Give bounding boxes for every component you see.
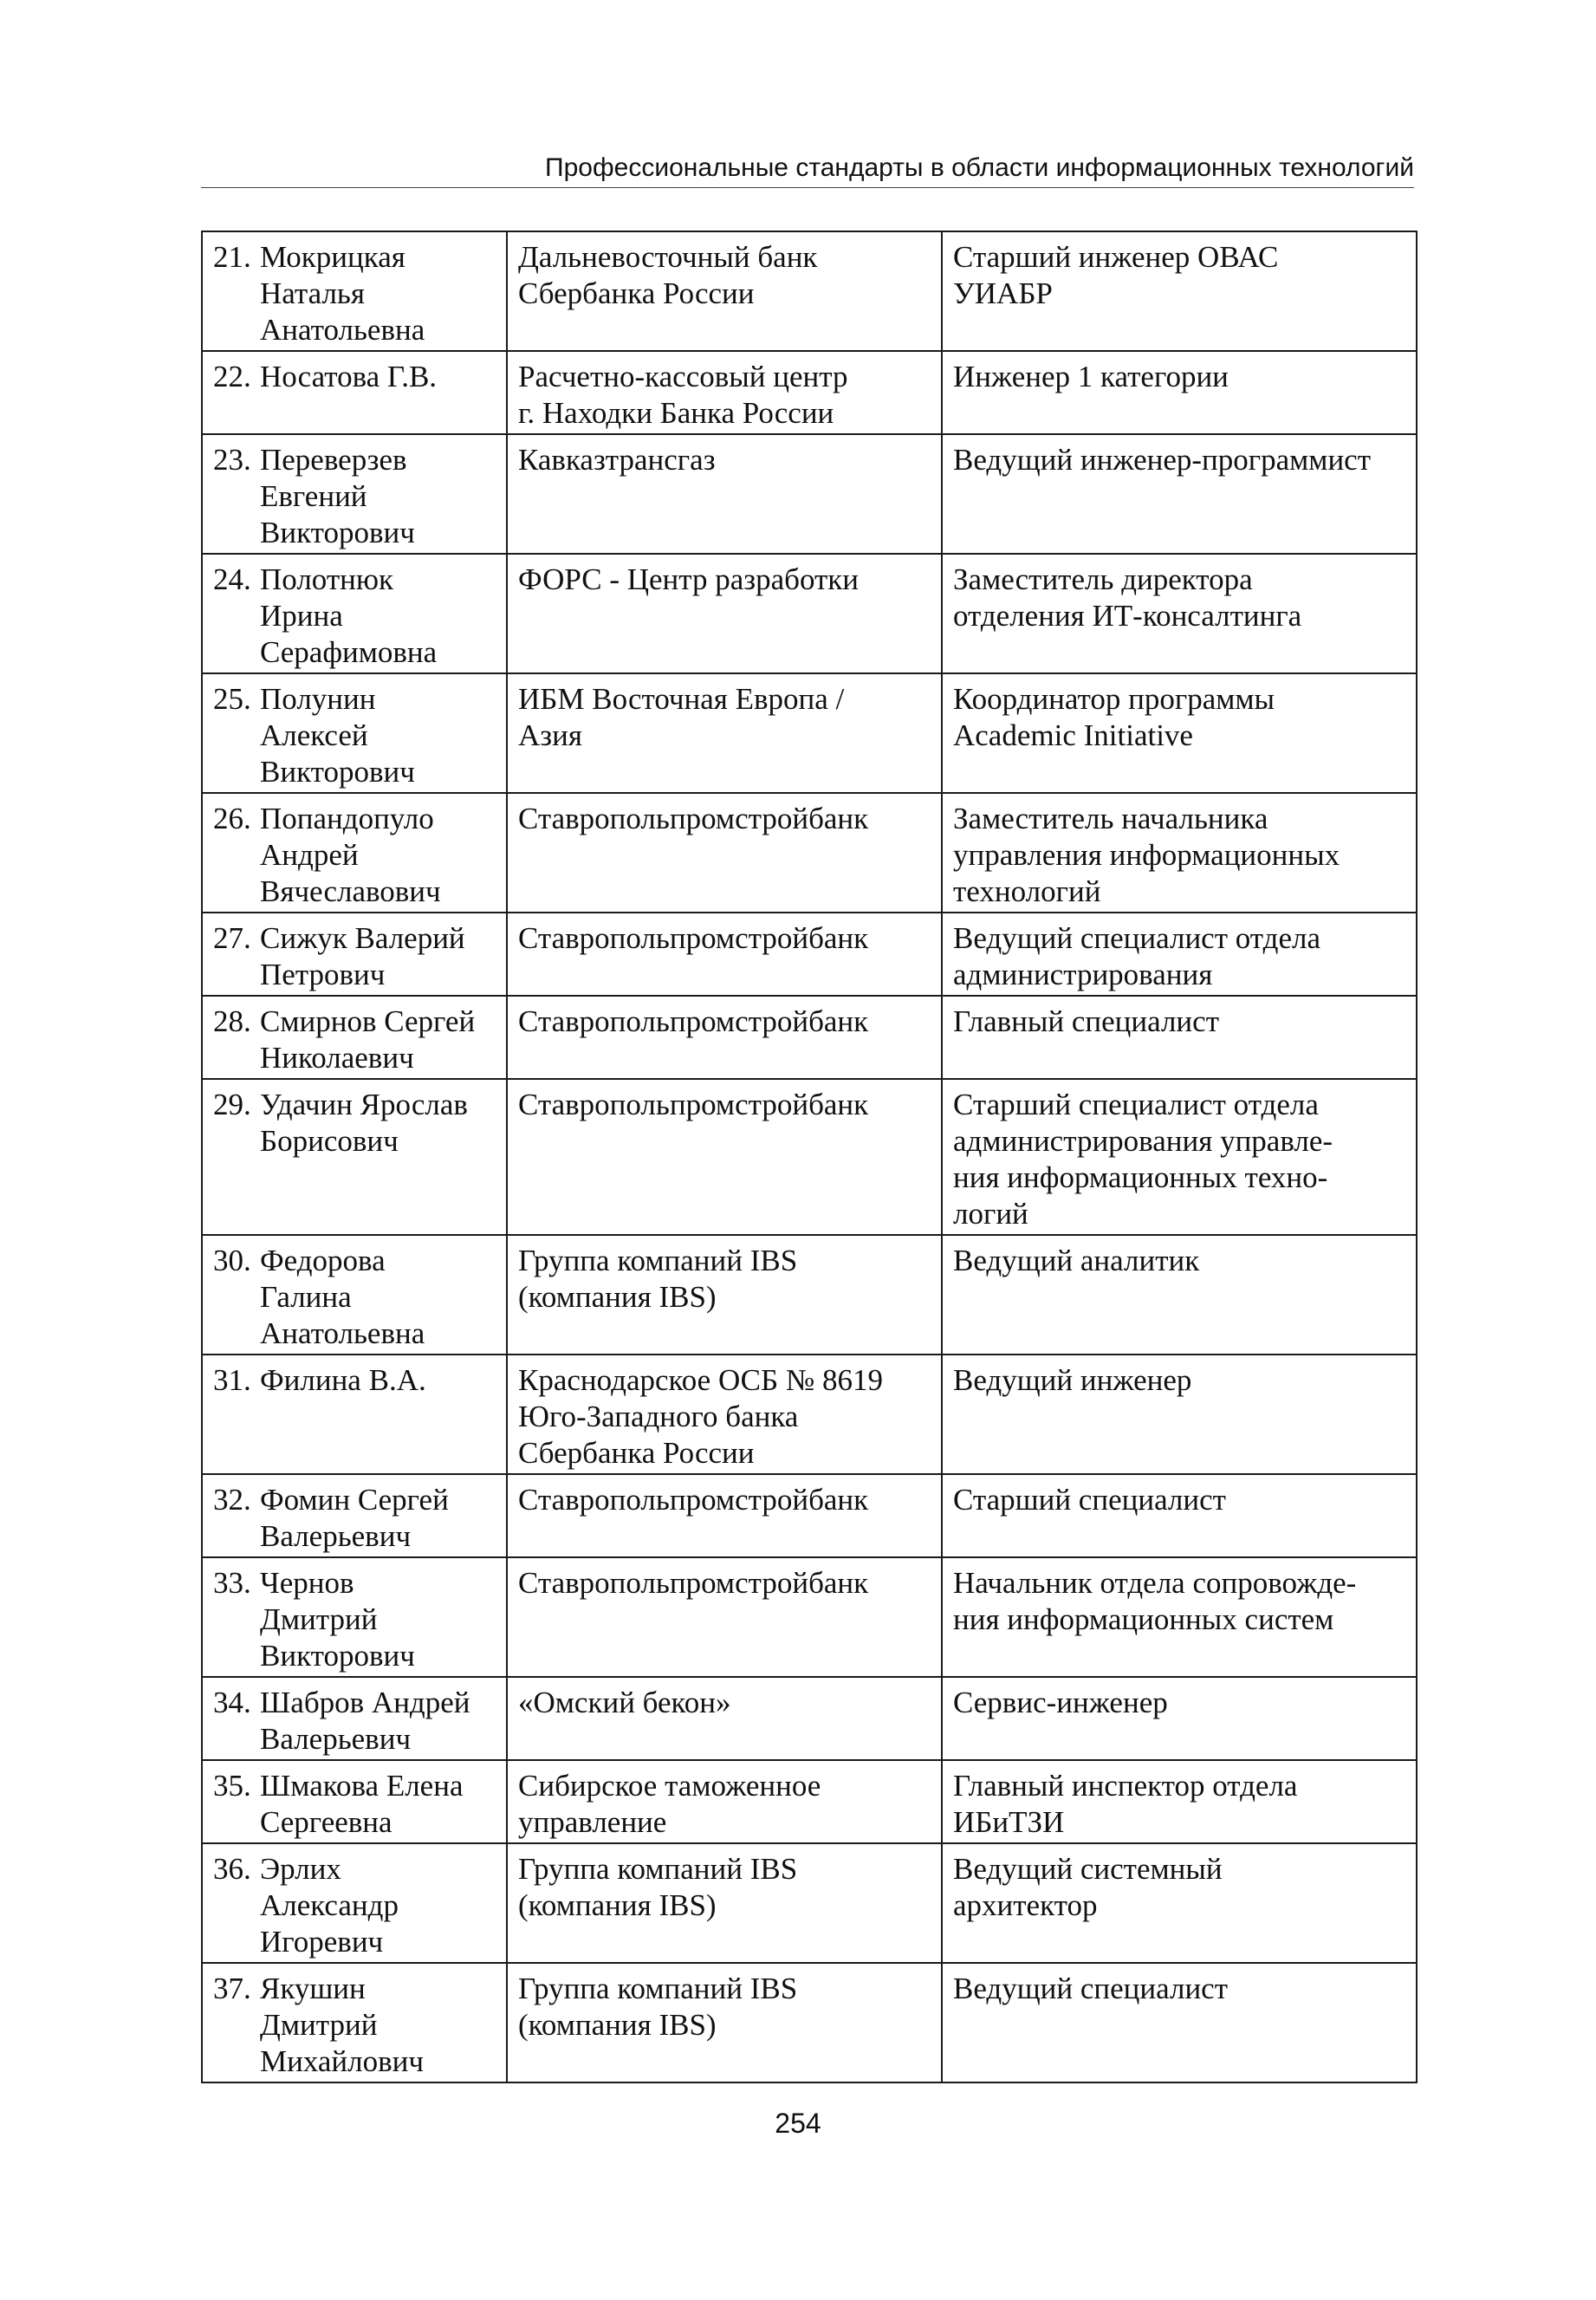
- row-number: 32.: [213, 1483, 251, 1517]
- row-number: 29.: [213, 1088, 251, 1121]
- organization-cell: [507, 1235, 942, 1355]
- person-name: Якушин Дмитрий Михайлович: [260, 1972, 424, 2078]
- row-number: 25.: [213, 682, 251, 716]
- organization: ИБМ Восточная Европа / Азия: [518, 682, 845, 752]
- table-row: [202, 1963, 1417, 2082]
- name-cell: [202, 1760, 507, 1843]
- name-cell: [202, 996, 507, 1079]
- person-name: Чернов Дмитрий Викторович: [260, 1566, 415, 1673]
- organization: ФОРС - Центр разработки: [518, 562, 860, 596]
- name-cell: [202, 1079, 507, 1235]
- table-row: [202, 351, 1417, 434]
- organization: Группа компаний IBS (компания IBS): [518, 1852, 798, 1922]
- table-row: [202, 1079, 1417, 1235]
- table-row: [202, 434, 1417, 554]
- organization-cell: [507, 554, 942, 673]
- name-cell: [202, 351, 507, 434]
- organization: Ставропольпромстройбанк: [518, 1088, 869, 1121]
- job-position: Заместитель директора отделения ИТ-консалтинга: [953, 562, 1302, 633]
- job-position: Ведущий специалист отдела администрирования: [953, 921, 1320, 991]
- person-name: Переверзев Евгений Викторович: [260, 443, 415, 549]
- job-position: Начальник отдела сопровожде- ния информационных систем: [953, 1566, 1357, 1636]
- table-row: [202, 1557, 1417, 1677]
- position-cell: [942, 351, 1417, 434]
- organization-cell: [507, 1079, 942, 1235]
- organization: Ставропольпромстройбанк: [518, 1483, 869, 1517]
- position-cell: [942, 1677, 1417, 1760]
- organization: Ставропольпромстройбанк: [518, 802, 869, 835]
- name-cell: [202, 554, 507, 673]
- row-number: 23.: [213, 443, 251, 477]
- row-number: 28.: [213, 1004, 251, 1038]
- position-cell: [942, 913, 1417, 996]
- position-cell: [942, 793, 1417, 913]
- table-row: [202, 673, 1417, 793]
- position-cell: [942, 996, 1417, 1079]
- organization: Группа компаний IBS (компания IBS): [518, 1244, 798, 1314]
- organization-cell: [507, 1963, 942, 2082]
- organization-cell: [507, 1355, 942, 1474]
- job-position: Сервис-инженер: [953, 1686, 1168, 1719]
- organization-cell: [507, 434, 942, 554]
- job-position: Заместитель начальника управления информационных технологий: [953, 802, 1340, 908]
- organization: Краснодарское ОСБ № 8619 Юго-Западного банка Сбербанка России: [518, 1363, 883, 1470]
- name-cell: [202, 793, 507, 913]
- position-cell: [942, 554, 1417, 673]
- organization: Ставропольпромстройбанк: [518, 921, 869, 955]
- position-cell: [942, 1843, 1417, 1963]
- organization-cell: [507, 673, 942, 793]
- table-row: [202, 1474, 1417, 1557]
- row-number: 27.: [213, 921, 251, 955]
- name-cell: [202, 434, 507, 554]
- organization: Расчетно-кассовый центр г. Находки Банка России: [518, 360, 848, 430]
- table-row: [202, 1235, 1417, 1355]
- job-position: Ведущий специалист: [953, 1972, 1229, 2005]
- job-position: Ведущий инженер: [953, 1363, 1192, 1397]
- person-name: Попандопуло Андрей Вячеславович: [260, 802, 441, 908]
- job-position: Ведущий инженер-программист: [953, 443, 1372, 477]
- name-cell: [202, 1843, 507, 1963]
- position-cell: [942, 1760, 1417, 1843]
- row-number: 31.: [213, 1363, 251, 1397]
- row-number: 35.: [213, 1769, 251, 1803]
- table-row: [202, 231, 1417, 351]
- name-cell: [202, 1677, 507, 1760]
- organization-cell: [507, 231, 942, 351]
- organization-cell: [507, 913, 942, 996]
- table-row: [202, 554, 1417, 673]
- job-position: Главный инспектор отдела ИБиТЗИ: [953, 1769, 1298, 1839]
- table-row: [202, 996, 1417, 1079]
- table-row: [202, 913, 1417, 996]
- organization: Кавказтрансгаз: [518, 443, 716, 477]
- running-title: Профессиональные стандарты в области информационных технологий: [545, 153, 1414, 182]
- name-cell: [202, 1235, 507, 1355]
- table-row: [202, 1355, 1417, 1474]
- person-name: Полунин Алексей Викторович: [260, 682, 415, 789]
- person-name: Федорова Галина Анатольевна: [260, 1244, 425, 1350]
- person-name: Смирнов Сергей Николаевич: [260, 1004, 476, 1075]
- table-row: [202, 793, 1417, 913]
- organization: Сибирское таможенное управление: [518, 1769, 821, 1839]
- row-number: 24.: [213, 562, 251, 596]
- position-cell: [942, 673, 1417, 793]
- job-position: Ведущий системный архитектор: [953, 1852, 1223, 1922]
- position-cell: [942, 1474, 1417, 1557]
- organization-cell: [507, 996, 942, 1079]
- person-name: Удачин Ярослав Борисович: [260, 1088, 468, 1158]
- job-position: Старший инженер ОВАС УИАБР: [953, 240, 1279, 310]
- job-position: Ведущий аналитик: [953, 1244, 1200, 1277]
- name-cell: [202, 673, 507, 793]
- staff-table-body: [202, 231, 1417, 2082]
- row-number: 22.: [213, 360, 251, 393]
- organization: «Омский бекон»: [518, 1686, 731, 1719]
- organization-cell: [507, 1677, 942, 1760]
- position-cell: [942, 1963, 1417, 2082]
- row-number: 37.: [213, 1972, 251, 2005]
- person-name: Шмакова Елена Сергеевна: [260, 1769, 464, 1839]
- row-number: 34.: [213, 1686, 251, 1719]
- organization-cell: [507, 351, 942, 434]
- position-cell: [942, 231, 1417, 351]
- row-number: 30.: [213, 1244, 251, 1277]
- person-name: Полотнюк Ирина Серафимовна: [260, 562, 438, 669]
- staff-table: [201, 231, 1418, 2083]
- person-name: Шабров Андрей Валерьевич: [260, 1686, 470, 1756]
- row-number: 33.: [213, 1566, 251, 1600]
- position-cell: [942, 434, 1417, 554]
- name-cell: [202, 913, 507, 996]
- job-position: Старший специалист: [953, 1483, 1226, 1517]
- organization: Ставропольпромстройбанк: [518, 1566, 869, 1600]
- job-position: Инженер 1 категории: [953, 360, 1229, 393]
- organization-cell: [507, 793, 942, 913]
- organization: Группа компаний IBS (компания IBS): [518, 1972, 798, 2042]
- row-number: 26.: [213, 802, 251, 835]
- job-position: Главный специалист: [953, 1004, 1219, 1038]
- position-cell: [942, 1235, 1417, 1355]
- name-cell: [202, 231, 507, 351]
- job-position: Старший специалист отдела администрирования управле- ния информационных техно- логий: [953, 1088, 1333, 1231]
- name-cell: [202, 1963, 507, 2082]
- name-cell: [202, 1474, 507, 1557]
- table-row: [202, 1843, 1417, 1963]
- name-cell: [202, 1355, 507, 1474]
- person-name: Сижук Валерий Петрович: [260, 921, 465, 991]
- header-rule: [201, 187, 1414, 188]
- row-number: 21.: [213, 240, 251, 274]
- page-number: 254: [775, 2108, 821, 2139]
- position-cell: [942, 1079, 1417, 1235]
- position-cell: [942, 1355, 1417, 1474]
- person-name: Мокрицкая Наталья Анатольевна: [260, 240, 425, 347]
- table-row: [202, 1760, 1417, 1843]
- position-cell: [942, 1557, 1417, 1677]
- person-name: Филина В.А.: [260, 1363, 426, 1397]
- person-name: Носатова Г.В.: [260, 360, 438, 393]
- organization-cell: [507, 1843, 942, 1963]
- organization-cell: [507, 1557, 942, 1677]
- table-row: [202, 1677, 1417, 1760]
- person-name: Фомин Сергей Валерьевич: [260, 1483, 449, 1553]
- organization-cell: [507, 1760, 942, 1843]
- organization: Дальневосточный банк Сбербанка России: [518, 240, 818, 310]
- organization-cell: [507, 1474, 942, 1557]
- person-name: Эрлих Александр Игоревич: [260, 1852, 399, 1959]
- row-number: 36.: [213, 1852, 251, 1886]
- organization: Ставропольпромстройбанк: [518, 1004, 869, 1038]
- name-cell: [202, 1557, 507, 1677]
- job-position: Координатор программы Academic Initiative: [953, 682, 1275, 752]
